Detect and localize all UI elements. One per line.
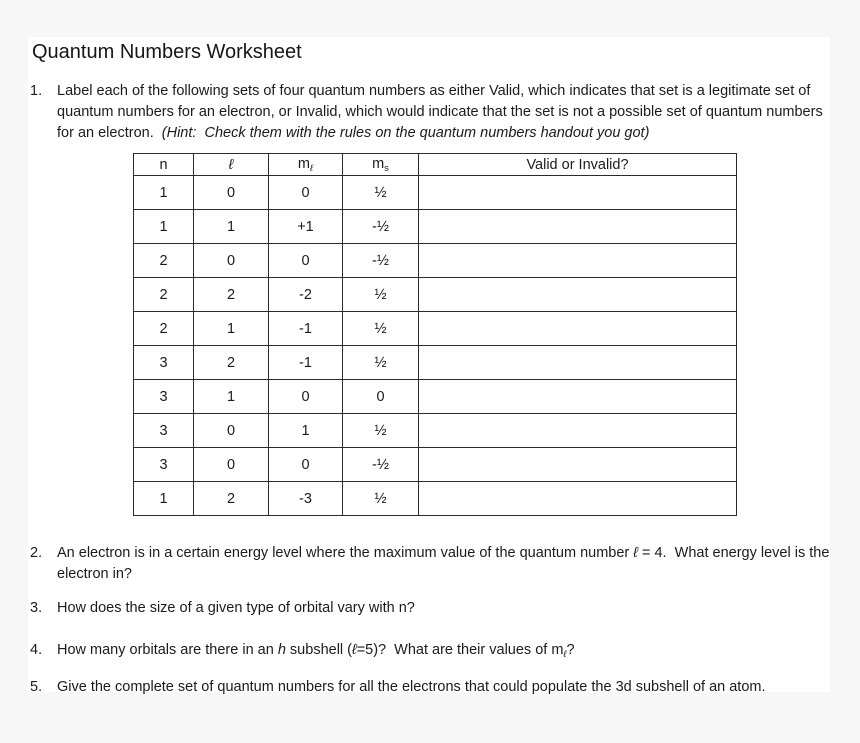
cell-l: 1 — [194, 210, 269, 244]
table-row — [134, 278, 737, 312]
cell-n: 1 — [134, 210, 194, 244]
cell-ml: 0 — [269, 176, 343, 210]
cell-ms: ½ — [343, 414, 419, 448]
table-row — [134, 346, 737, 380]
cell-ml: -2 — [269, 278, 343, 312]
cell-n: 2 — [134, 244, 194, 278]
ell-symbol: ℓ — [633, 545, 638, 561]
question-1-number: 1. — [30, 83, 43, 99]
cell-l: 0 — [194, 176, 269, 210]
table-row — [134, 380, 737, 414]
cell-ms: ½ — [343, 176, 419, 210]
cell-ml: 0 — [269, 244, 343, 278]
cell-l: 2 — [194, 346, 269, 380]
table-row — [134, 414, 737, 448]
cell-ms: ½ — [343, 482, 419, 516]
question-3-text: How does the size of a given type of orbital vary with n? — [57, 600, 415, 616]
cell-n: 1 — [134, 176, 194, 210]
cell-l: 1 — [194, 312, 269, 346]
ml-subscript: ℓ — [563, 649, 567, 660]
table-row — [134, 244, 737, 278]
question-1-hint: (Hint: Check them with the rules on the quantum numbers handout you got) — [161, 125, 650, 141]
cell-n: 2 — [134, 312, 194, 346]
cell-ml: 0 — [269, 380, 343, 414]
cell-l: 2 — [194, 482, 269, 516]
page-title: Quantum Numbers Worksheet — [32, 41, 302, 63]
answer-cell — [419, 448, 737, 482]
answer-cell — [419, 210, 737, 244]
answer-cell — [419, 244, 737, 278]
cell-ms: ½ — [343, 312, 419, 346]
italic-h: h — [277, 642, 286, 658]
quantum-numbers-table — [133, 153, 737, 516]
table-row — [134, 210, 737, 244]
cell-ml: +1 — [269, 210, 343, 244]
cell-n: 2 — [134, 278, 194, 312]
cell-l: 0 — [194, 244, 269, 278]
cell-n: 3 — [134, 448, 194, 482]
cell-n: 1 — [134, 482, 194, 516]
question-2-text: An electron is in a certain energy level where the maximum value of the quantum number ℓ = 4. What energy level is the electron in? — [57, 545, 834, 582]
question-1 — [30, 81, 830, 144]
question-4 — [30, 640, 830, 665]
answer-cell — [419, 346, 737, 380]
answer-cell — [419, 414, 737, 448]
cell-n: 3 — [134, 380, 194, 414]
cell-ms: ½ — [343, 346, 419, 380]
question-5 — [30, 677, 830, 698]
cell-ms: -½ — [343, 244, 419, 278]
worksheet-page — [28, 37, 834, 695]
header-ms: $m_s$ — [343, 154, 419, 176]
cell-n: 3 — [134, 414, 194, 448]
cell-l: 0 — [194, 414, 269, 448]
cell-ml: -1 — [269, 346, 343, 380]
question-1-body: Label each of the following sets of four quantum numbers as either Valid, which indicates that set is a legitimate set of quantum numbers for an electron, or Invalid, which would indicate that the set is not a possible set of quantum numbers for an electron. — [57, 83, 827, 141]
cell-ml: 1 — [269, 414, 343, 448]
cell-l: 2 — [194, 278, 269, 312]
table-row — [134, 482, 737, 516]
table-row — [134, 312, 737, 346]
question-5-number: 5. — [30, 679, 43, 695]
question-3 — [30, 598, 830, 619]
question-5-text: Give the complete set of quantum numbers for all the electrons that could populate the 3d subshell of an atom. — [57, 679, 766, 695]
cell-ml: 0 — [269, 448, 343, 482]
ell-symbol: ℓ — [352, 642, 357, 658]
answer-cell — [419, 482, 737, 516]
table-header-row — [134, 154, 737, 176]
question-1-text — [57, 81, 830, 144]
header-valid: Valid or Invalid? — [419, 154, 737, 176]
cell-l: 0 — [194, 448, 269, 482]
answer-cell — [419, 278, 737, 312]
question-2-number: 2. — [30, 545, 43, 561]
cell-ms: ½ — [343, 278, 419, 312]
cell-ms: -½ — [343, 448, 419, 482]
table-row — [134, 176, 737, 210]
cell-ms: 0 — [343, 380, 419, 414]
question-2 — [30, 543, 834, 585]
answer-cell — [419, 176, 737, 210]
question-4-number: 4. — [30, 642, 43, 658]
header-l: ℓ — [194, 154, 269, 176]
table-row — [134, 448, 737, 482]
header-ml: $m_\ell$ — [269, 154, 343, 176]
cell-ms: -½ — [343, 210, 419, 244]
question-4-text: How many orbitals are there in an h subshell (ℓ=5)? What are their values of $m_\ell$? — [57, 642, 575, 660]
header-n: n — [134, 154, 194, 176]
cell-ml: -3 — [269, 482, 343, 516]
question-3-number: 3. — [30, 600, 43, 616]
answer-cell — [419, 312, 737, 346]
cell-l: 1 — [194, 380, 269, 414]
cell-ml: -1 — [269, 312, 343, 346]
cell-n: 3 — [134, 346, 194, 380]
answer-cell — [419, 380, 737, 414]
